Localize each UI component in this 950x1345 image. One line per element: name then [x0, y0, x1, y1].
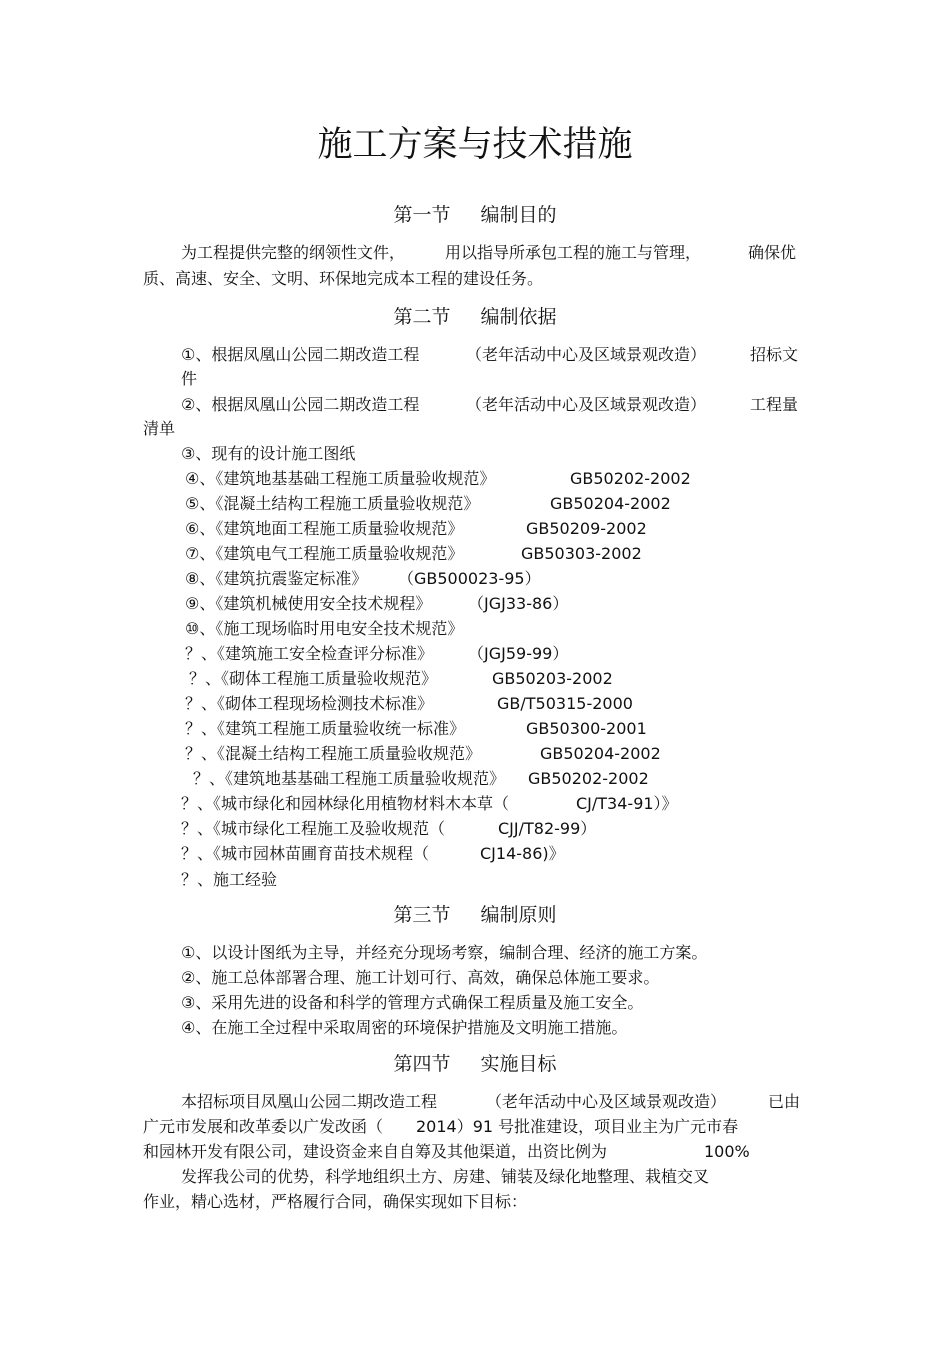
document-title: 施工方案与技术措施: [317, 125, 633, 165]
list-item-continuation: 清单: [143, 419, 176, 438]
list-item-continuation: 件: [181, 369, 198, 388]
list-item: ⑨、《建筑机械使用安全技术规程》 （JGJ33-86）: [185, 594, 569, 613]
paragraph-line: 为工程提供完整的纲领性文件， 用以指导所承包工程的施工与管理， 确保优: [181, 243, 797, 262]
paragraph-line: 广元市发展和改革委以广发改函（ 2014）91 号批准建设，项目业主为广元市春: [143, 1117, 739, 1136]
list-item: ⑩、《施工现场临时用电安全技术规范》: [185, 619, 464, 638]
list-item: ⑥、《建筑地面工程施工质量验收规范》 GB50209-2002: [185, 519, 647, 538]
list-item: ①、根据凤凰山公园二期改造工程 （老年活动中心及区域景观改造） 招标文: [181, 345, 799, 364]
list-item: ？、施工经验: [181, 870, 278, 889]
list-item: ？、《建筑地基基础工程施工质量验收规范》 GB50202-2002: [193, 769, 649, 788]
list-item: ③、采用先进的设备和科学的管理方式确保工程质量及施工安全。: [181, 993, 644, 1012]
list-item: ①、以设计图纸为主导，并经充分现场考察，编制合理、经济的施工方案。: [181, 943, 708, 962]
list-item: ？、《城市绿化和园林绿化用植物材料木本草（ CJ/T34-91）》: [181, 794, 678, 813]
list-item: ？、《城市园林苗圃育苗技术规程（ CJ14-86)》: [181, 844, 565, 863]
section-number: 第二节: [393, 306, 451, 328]
section-name: 编制原则: [480, 904, 557, 926]
paragraph-line: 作业，精心选材，严格履行合同，确保实现如下目标：: [143, 1192, 528, 1211]
section-heading-2: [0, 304, 950, 330]
paragraph-line: 质、高速、安全、文明、环保地完成本工程的建设任务。: [143, 269, 544, 288]
list-item: ⑦、《建筑电气工程施工质量验收规范》 GB50303-2002: [185, 544, 642, 563]
section-heading-4: [0, 1051, 950, 1077]
list-item: ？、《建筑工程施工质量验收统一标准》 GB50300-2001: [185, 719, 647, 738]
list-item: ？、《砌体工程施工质量验收规范》 GB50203-2002: [189, 669, 613, 688]
section-name: 编制依据: [480, 306, 557, 328]
section-heading-3: [0, 902, 950, 928]
section-heading-1: [0, 202, 950, 228]
list-item: ？、《城市绿化工程施工及验收规范（ CJJ/T82-99）: [181, 819, 597, 838]
list-item: ④、《建筑地基基础工程施工质量验收规范》 GB50202-2002: [185, 469, 691, 488]
section-name: 编制目的: [480, 204, 557, 226]
list-item: ③、现有的设计施工图纸: [181, 444, 356, 463]
list-item: ？、《建筑施工安全检查评分标准》 （JGJ59-99）: [185, 644, 569, 663]
list-item: ？、《混凝土结构工程施工质量验收规范》 GB50204-2002: [185, 744, 661, 763]
paragraph-line: 发挥我公司的优势，科学地组织土方、房建、铺装及绿化地整理、栽植交叉: [181, 1167, 710, 1186]
list-item: ⑤、《混凝土结构工程施工质量验收规范》 GB50204-2002: [185, 494, 671, 513]
list-item: ②、施工总体部署合理、施工计划可行、高效，确保总体施工要求。: [181, 968, 660, 987]
section-name: 实施目标: [480, 1053, 557, 1075]
list-item: ？、《砌体工程现场检测技术标准》 GB/T50315-2000: [185, 694, 633, 713]
section-number: 第一节: [393, 204, 451, 226]
section-number: 第三节: [393, 904, 451, 926]
list-item: ⑧、《建筑抗震鉴定标准》 （GB500023-95）: [185, 569, 541, 588]
paragraph-line: 本招标项目凤凰山公园二期改造工程 （老年活动中心及区域景观改造） 已由: [181, 1092, 801, 1111]
paragraph-line: 和园林开发有限公司，建设资金来自自筹及其他渠道，出资比例为 100%: [143, 1142, 750, 1161]
list-item: ④、在施工全过程中采取周密的环境保护措施及文明施工措施。: [181, 1018, 628, 1037]
section-number: 第四节: [393, 1053, 451, 1075]
list-item: ②、根据凤凰山公园二期改造工程 （老年活动中心及区域景观改造） 工程量: [181, 395, 799, 414]
